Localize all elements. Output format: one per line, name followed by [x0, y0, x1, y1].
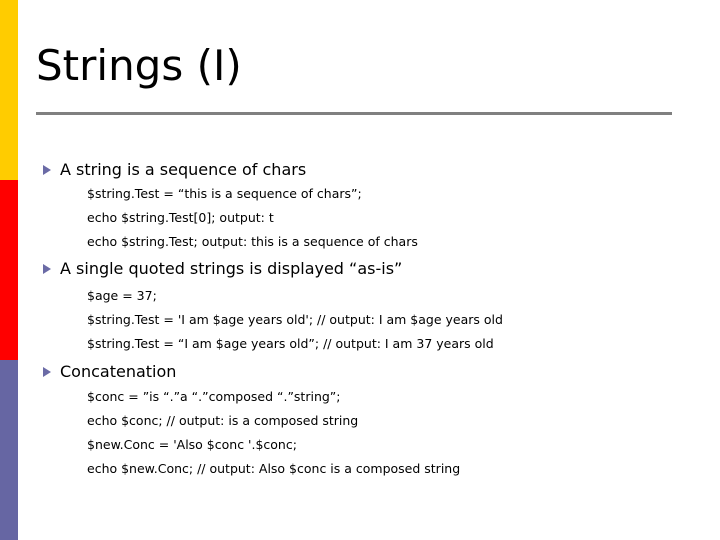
code-line: echo $string.Test[0]; output: t — [87, 210, 274, 225]
code-line: echo $string.Test; output: this is a sequence of chars — [87, 234, 418, 249]
triangle-bullet-icon — [43, 165, 51, 175]
bullet-heading: Concatenation — [60, 362, 177, 381]
triangle-bullet-icon — [43, 367, 51, 377]
code-line: $string.Test = 'I am $age years old'; // output: I am $age years old — [87, 312, 503, 327]
bullet-heading: A single quoted strings is displayed “as-is” — [60, 259, 403, 278]
slide-title: Strings (I) — [36, 41, 242, 90]
title-divider — [36, 112, 672, 115]
accent-bar-purple — [0, 360, 18, 540]
accent-bar-red — [0, 180, 18, 360]
code-line: $new.Conc = 'Also $conc '.$conc; — [87, 437, 297, 452]
accent-bar-yellow — [0, 0, 18, 180]
code-line: $age = 37; — [87, 288, 157, 303]
code-line: $string.Test = “this is a sequence of chars”; — [87, 186, 362, 201]
code-line: $conc = ”is “.”a “.”composed “.”string”; — [87, 389, 341, 404]
bullet-heading: A string is a sequence of chars — [60, 160, 307, 179]
code-line: echo $new.Conc; // output: Also $conc is a composed string — [87, 461, 461, 476]
triangle-bullet-icon — [43, 264, 51, 274]
code-line: echo $conc; // output: is a composed string — [87, 413, 359, 428]
code-line: $string.Test = “I am $age years old”; // output: I am 37 years old — [87, 336, 494, 351]
